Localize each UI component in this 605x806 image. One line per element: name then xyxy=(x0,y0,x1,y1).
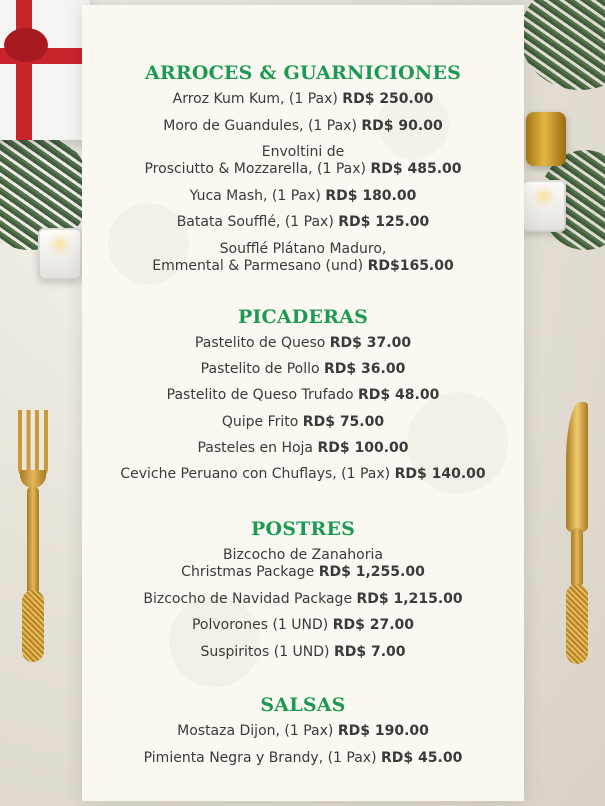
menu-item-price: RD$ 485.00 xyxy=(370,161,462,177)
menu-item-list xyxy=(82,547,524,661)
menu-item xyxy=(82,547,524,581)
menu-item-line-with-price xyxy=(82,91,524,108)
menu-item-name: Suspiritos (1 UND) xyxy=(200,643,330,660)
menu-item-name: Moro de Guandules, (1 Pax) xyxy=(163,117,357,134)
section-title: SALSAS xyxy=(260,694,346,716)
menu-item-price: RD$165.00 xyxy=(367,257,454,274)
menu-card xyxy=(82,5,524,801)
menu-item-name: Arroz Kum Kum, (1 Pax) xyxy=(172,91,338,107)
menu-section xyxy=(82,61,524,275)
gift-ribbon-vertical xyxy=(16,0,32,140)
menu-item-line-with-price xyxy=(82,118,524,135)
gift-bow xyxy=(4,28,48,62)
menu-item-name: Soufflé Plátano Maduro, xyxy=(219,240,387,257)
menu-item-name: Mostaza Dijon, (1 Pax) xyxy=(177,723,334,739)
menu-item-name: Batata Soufflé, (1 Pax) xyxy=(176,214,334,230)
menu-item xyxy=(82,644,524,661)
menu-item-name: Christmas Package xyxy=(181,564,315,580)
menu-item xyxy=(82,440,524,457)
menu-item xyxy=(82,214,524,231)
menu-item-line-with-price xyxy=(82,466,524,483)
menu-item xyxy=(82,723,524,740)
menu-item-line-with-price xyxy=(82,387,524,404)
menu-item-price: RD$ 48.00 xyxy=(358,387,440,404)
section-title: ARROCES & GUARNICIONES xyxy=(144,62,462,84)
menu-item-list xyxy=(82,91,524,275)
menu-item-price: RD$ 250.00 xyxy=(342,91,434,107)
menu-item-price: RD$ 140.00 xyxy=(394,465,486,482)
menu-item xyxy=(82,118,524,135)
menu-item-line-with-price xyxy=(82,258,524,275)
menu-item-name: Pastelito de Queso xyxy=(194,335,326,351)
menu-item-name: Bizcocho de Zanahoria xyxy=(223,547,383,563)
menu-item-price: RD$ 7.00 xyxy=(333,643,406,660)
menu-item-price: RD$ 1,255.00 xyxy=(318,564,425,580)
menu-item-line-with-price xyxy=(82,361,524,378)
fork-handle xyxy=(27,486,39,596)
menu-item-name: Prosciutto & Mozzarella, (1 Pax) xyxy=(144,161,367,177)
menu-item-line-with-price xyxy=(82,750,524,767)
menu-item-price: RD$ 190.00 xyxy=(337,723,429,739)
gold-knife xyxy=(560,402,594,664)
menu-item-price: RD$ 36.00 xyxy=(324,361,406,378)
menu-item-name: Pastelito de Pollo xyxy=(200,361,320,378)
menu-item-price: RD$ 90.00 xyxy=(361,117,443,134)
menu-item-line-with-price xyxy=(82,214,524,231)
gold-candle xyxy=(526,112,566,166)
menu-item-list xyxy=(82,723,524,767)
menu-item xyxy=(82,750,524,767)
gift-box xyxy=(0,0,90,140)
menu-section xyxy=(82,693,524,767)
menu-item-price: RD$ 37.00 xyxy=(329,335,412,351)
menu-item xyxy=(82,591,524,608)
menu-item xyxy=(82,188,524,205)
knife-grip xyxy=(566,584,588,664)
menu-item-name: Bizcocho de Navidad Package xyxy=(143,590,353,607)
menu-item-price: RD$ 180.00 xyxy=(325,187,417,204)
fork-grip xyxy=(22,590,44,662)
menu-item-line xyxy=(82,547,524,564)
menu-item-name: Envoltini de xyxy=(261,144,345,160)
menu-item-name: Emmental & Parmesano (und) xyxy=(152,257,364,274)
menu-section xyxy=(82,305,524,483)
tealight-candle-left xyxy=(38,228,82,280)
menu-section xyxy=(82,517,524,661)
menu-item-price: RD$ 75.00 xyxy=(302,413,385,430)
menu-item-line-with-price xyxy=(82,723,524,740)
menu-item xyxy=(82,91,524,108)
menu-item-line-with-price xyxy=(82,617,524,634)
menu-item-price: RD$ 100.00 xyxy=(317,439,409,456)
menu-item-line-with-price xyxy=(82,644,524,661)
knife-blade xyxy=(566,402,588,532)
menu-item-line-with-price xyxy=(82,440,524,457)
menu-item-name: Quipe Frito xyxy=(221,413,299,430)
menu-item-name: Ceviche Peruano con Chuflays, (1 Pax) xyxy=(120,465,391,482)
menu-item-price: RD$ 125.00 xyxy=(338,214,430,230)
menu-item-line-with-price xyxy=(82,161,524,178)
menu-item xyxy=(82,466,524,483)
menu-item xyxy=(82,335,524,352)
menu-item xyxy=(82,361,524,378)
menu-item-name: Yuca Mash, (1 Pax) xyxy=(189,187,321,204)
menu-item-price: RD$ 27.00 xyxy=(332,617,415,633)
tealight-candle-right xyxy=(522,180,566,232)
menu-item xyxy=(82,414,524,431)
menu-item-price: RD$ 45.00 xyxy=(381,750,463,766)
menu-item-line-with-price xyxy=(82,414,524,431)
section-title: PICADERAS xyxy=(237,306,369,328)
menu-item xyxy=(82,144,524,178)
menu-item xyxy=(82,387,524,404)
gold-fork xyxy=(16,410,50,660)
menu-item-line-with-price xyxy=(82,188,524,205)
menu-item-line-with-price xyxy=(82,335,524,352)
candle-flame xyxy=(56,240,64,248)
menu-item xyxy=(82,241,524,275)
menu-item-line-with-price xyxy=(82,564,524,581)
menu-item-list xyxy=(82,335,524,483)
menu-item xyxy=(82,617,524,634)
menu-item-price: RD$ 1,215.00 xyxy=(356,590,463,607)
menu-item-line xyxy=(82,241,524,258)
candle-flame xyxy=(540,192,548,200)
knife-handle xyxy=(571,528,583,588)
menu-item-name: Pastelito de Queso Trufado xyxy=(166,387,354,404)
section-title: POSTRES xyxy=(250,518,356,540)
menu-item-name: Pimienta Negra y Brandy, (1 Pax) xyxy=(143,750,377,766)
menu-item-name: Polvorones (1 UND) xyxy=(191,617,329,633)
menu-item-line-with-price xyxy=(82,591,524,608)
menu-item-name: Pasteles en Hoja xyxy=(197,439,314,456)
menu-item-line xyxy=(82,144,524,161)
